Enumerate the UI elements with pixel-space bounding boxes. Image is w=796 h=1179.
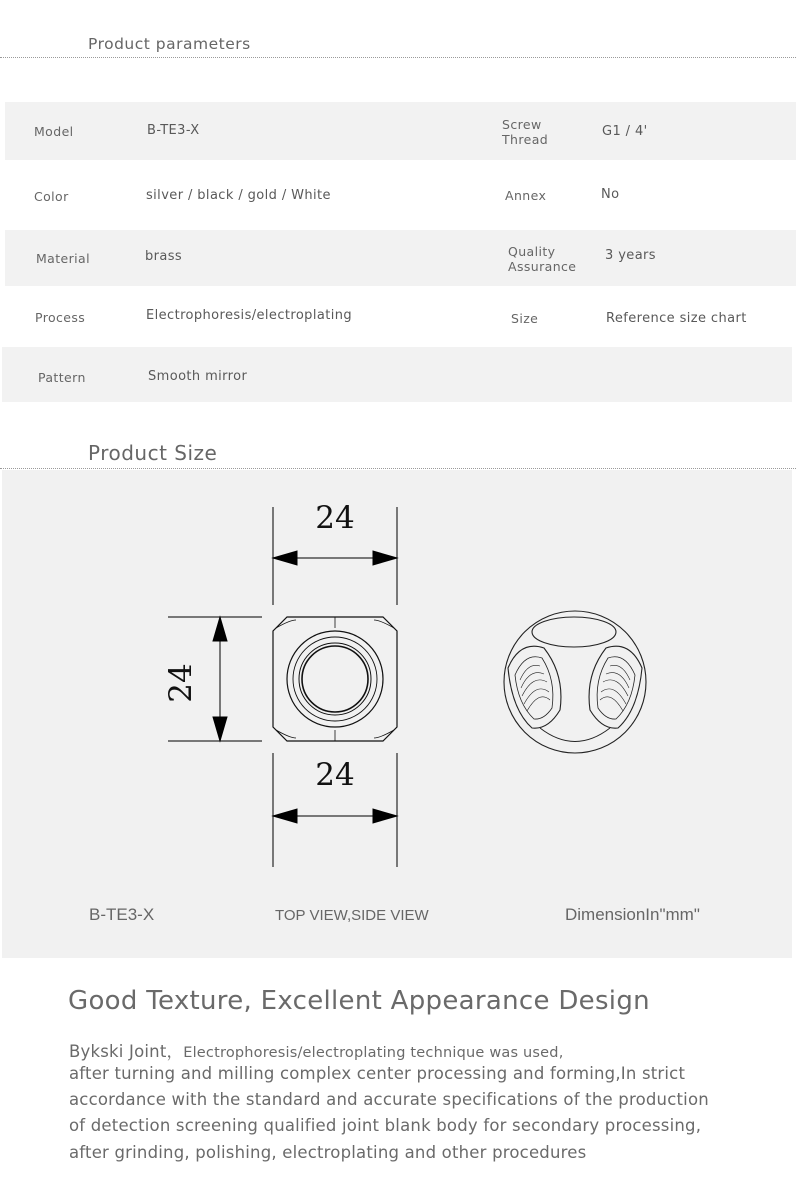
dimension-top-label: 24 — [315, 500, 355, 536]
description-line: accordance with the standard and accurate specifications of the production — [69, 1090, 709, 1109]
side-view — [504, 611, 646, 753]
description-title: Good Texture, Excellent Appearance Design — [68, 986, 650, 1016]
param-value: brass — [145, 249, 183, 264]
param-label-line: Thread — [502, 132, 549, 147]
size-divider — [0, 468, 796, 469]
param-label: Color — [34, 189, 69, 204]
param-label-line: Screw — [502, 117, 542, 132]
description-line: after grinding, polishing, electroplating and other procedures — [69, 1143, 587, 1162]
param-value: No — [601, 187, 620, 202]
table-row — [2, 347, 792, 402]
param-value: Reference size chart — [606, 311, 747, 326]
param-value: G1 / 4' — [602, 124, 648, 139]
parameters-heading: Product parameters — [88, 35, 251, 53]
param-label: Pattern — [38, 370, 86, 385]
param-label: Model — [34, 124, 74, 139]
param-value: Electrophoresis/electroplating — [146, 308, 353, 323]
param-label: Size — [511, 311, 539, 326]
param-label: Annex — [505, 188, 547, 203]
param-label-line: Assurance — [508, 259, 577, 274]
param-value: 3 years — [605, 248, 656, 263]
top-view — [273, 617, 397, 741]
table-row — [5, 230, 796, 286]
param-label — [502, 117, 548, 147]
param-label: Material — [36, 251, 90, 266]
parameters-divider — [0, 57, 796, 58]
brand-name: Bykski Joint， — [69, 1042, 184, 1061]
param-label — [508, 244, 576, 274]
table-row — [5, 166, 796, 224]
caption-model: B-TE3-X — [89, 905, 155, 924]
caption-view: TOP VIEW,SIDE VIEW — [275, 907, 429, 924]
param-value: silver / black / gold / White — [146, 188, 331, 203]
dimension-bottom-label: 24 — [315, 757, 355, 793]
table-row — [5, 292, 796, 346]
description-line — [69, 1038, 564, 1062]
size-heading: Product Size — [88, 441, 218, 465]
table-row — [5, 102, 796, 160]
caption-unit: DimensionIn"mm" — [565, 905, 700, 924]
param-value: Smooth mirror — [148, 369, 248, 384]
description-line: of detection screening qualified joint blank body for secondary processing, — [69, 1116, 702, 1135]
param-label: Process — [35, 310, 86, 325]
description-line: after turning and milling complex center processing and forming,In strict — [69, 1064, 686, 1083]
dimension-left-label: 24 — [163, 663, 199, 703]
param-value: B-TE3-X — [147, 123, 200, 138]
dimension-drawing — [0, 470, 796, 958]
description-text: Electrophoresis/electroplating technique was used, — [183, 1045, 564, 1061]
param-label-line: Quality — [508, 244, 556, 259]
